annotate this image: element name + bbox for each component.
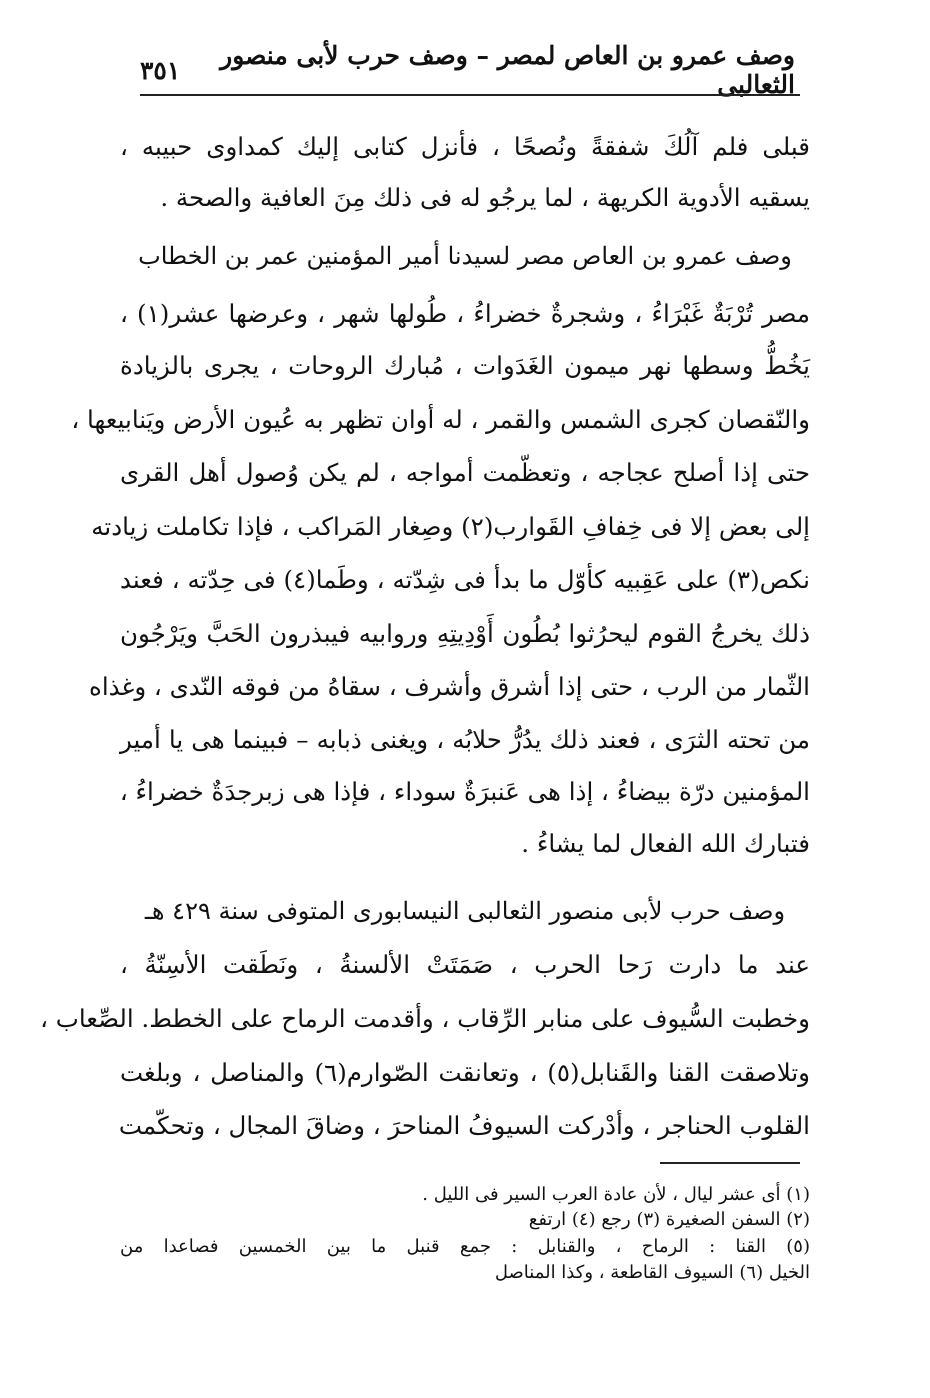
text-line: يَخُطُّ وسطها نهر ميمون الغَدَوات ، مُبارك الروحات ، يجرى بالزيادة (120, 351, 810, 380)
text-line: نكص(٣) على عَقِبيه كأوّل ما بدأ فى شِدّته ، وطَما(٤) فى حِدّته ، فعند (120, 565, 811, 594)
text-line: قبلى فلم آلُكَ شفقةً ونُصحًا ، فأنزل كتابى إليك كمداوى حبيبه ، (120, 132, 810, 161)
text-line: المؤمنين درّة بيضاءُ ، إذا هى عَنبرَةٌ سوداء ، فإذا هى زبرجدَةٌ خضراءُ ، (119, 777, 810, 806)
text-line: وخطبت السُّيوف على منابر الرِّقاب ، وأقدمت الرماح على الخطط. الصِّعاب ، (40, 1004, 810, 1033)
section-heading: وصف حرب لأبى منصور الثعالبى النيسابورى المتوفى سنة ٤٢٩ هـ (144, 897, 786, 925)
footnote-line: الخيل (٦) السيوف القاطعة ، وكذا المناصل (494, 1262, 810, 1283)
text-line: فتبارك الله الفعال لما يشاءُ . (521, 829, 810, 858)
section-heading: وصف عمرو بن العاص مصر لسيدنا أمير المؤمنين عمر بن الخطاب (138, 242, 792, 270)
text-line: الثّمار من الرب ، حتى إذا أشرق وأشرف ، سقاهُ من فوقه النّدى ، وغذاه (89, 672, 810, 701)
footnote-line: (١) أى عشر ليال ، لأن عادة العرب السير فى الليل . (422, 1184, 810, 1205)
text-line: القلوب الحناجر ، وأدْركت السيوفُ المناحرَ ، وضاقَ المجال ، وتحكّمت (118, 1111, 810, 1140)
text-line: ذلك يخرجُ القوم ليحرُثوا بُطُون أَوْدِيتِهِ وروابيه فيبذرون الحَبَّ ويَرْجُون (120, 619, 810, 648)
running-head (140, 41, 795, 99)
text-line: إلى بعض إلا فى خِفافِ القَوارب(٢) وصِغار المَراكب ، فإذا تكاملت زيادته (91, 512, 810, 541)
footnote-rule (660, 1162, 800, 1164)
running-head-title: وصف عمرو بن العاص لمصر – وصف حرب لأبى منصور الثعالبى (220, 41, 795, 99)
text-line: مصر تُرْبَةٌ غَبْرَاءُ ، وشجرةٌ خضراءُ ، طُولها شهر ، وعرضها عشر(١) ، (120, 299, 810, 328)
text-line: يسقيه الأدوية الكريهة ، لما يرجُو له فى ذلك مِنَ العافية والصحة . (160, 183, 810, 212)
text-line: وتلاصقت القنا والقَنابل(٥) ، وتعانقت الصّوارم(٦) والمناصل ، وبلغت (120, 1058, 810, 1087)
text-line: والنّقصان كجرى الشمس والقمر ، له أوان تظهر به عُيون الأرض ويَنابيعها ، (71, 405, 810, 434)
footnote-line: (٢) السفن الصغيرة (٣) رجع (٤) ارتفع (528, 1209, 810, 1230)
text-line: حتى إذا أصلح عجاجه ، وتعظّمت أمواجه ، لم يكن وُصول أهل القرى (120, 458, 810, 487)
footnote-line: (٥) القنا : الرماح ، والقنابل : جمع قنبل ما بين الخمسين فصاعدا من (120, 1236, 810, 1257)
page-number: ٣٥١ (140, 55, 181, 85)
text-line: عند ما دارت رَحا الحرب ، صَمَتَتْ الألسنةُ ، ونَطَقت الأسِنّةُ ، (120, 950, 810, 979)
text-line: من تحته الثرَى ، فعند ذلك يدُرُّ حلابُه ، ويغنى ذبابه – فبينما هى يا أمير (120, 725, 810, 754)
header-rule (140, 94, 800, 96)
